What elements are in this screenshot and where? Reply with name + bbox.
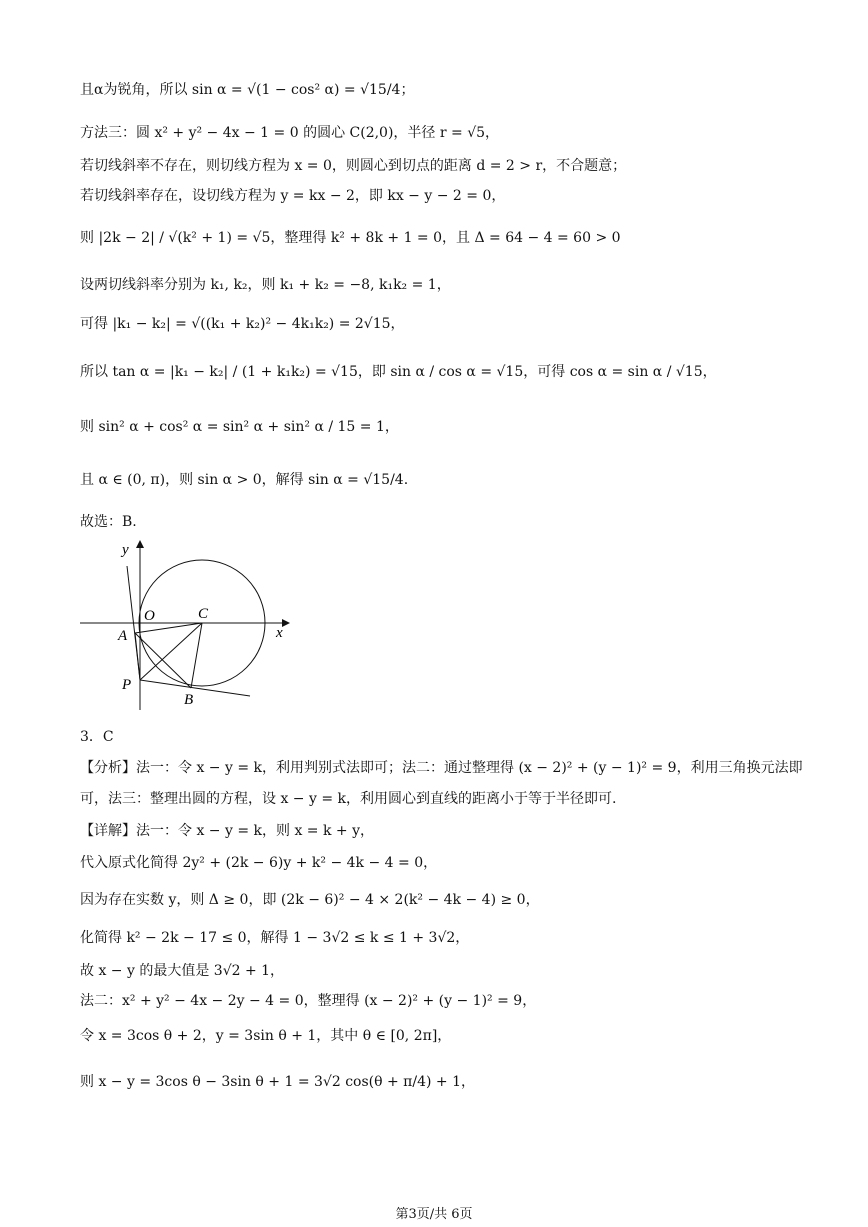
- line-11: 故选：B.: [80, 514, 137, 530]
- segment-pc: [140, 623, 202, 680]
- x-axis-arrow: [282, 619, 290, 627]
- line-10: 且 α ∈ (0, π)，则 sin α > 0，解得 sin α = √15/4.: [80, 472, 409, 488]
- line-15: 【详解】法一：令 x − y = k，则 x = k + y，: [80, 823, 374, 839]
- label-a: A: [118, 628, 128, 644]
- line-8: 所以 tan α = |k₁ − k₂| / (1 + k₁k₂) = √15，即 sin α / cos α = √15，可得 cos α = sin α / √15，: [80, 364, 717, 380]
- line-12: 3．C: [80, 729, 114, 745]
- line-7: 可得 |k₁ − k₂| = √((k₁ + k₂)² − 4k₁k₂) = 2√15，: [80, 316, 405, 332]
- line-1: 且α为锐角，所以 sin α = √(1 − cos² α) = √15/4；: [80, 82, 415, 98]
- line-17: 因为存在实数 y，则 Δ ≥ 0，即 (2k − 6)² − 4 × 2(k² − 4k − 4) ≥ 0，: [80, 892, 540, 908]
- segment-ac: [135, 623, 202, 633]
- label-x: x: [276, 625, 283, 641]
- line-6: 设两切线斜率分别为 k₁, k₂，则 k₁ + k₂ = −8, k₁k₂ = 1，: [80, 277, 451, 293]
- line-20: 法二：x² + y² − 4x − 2y − 4 = 0，整理得 (x − 2)² + (y − 1)² = 9，: [80, 993, 537, 1009]
- line-19: 故 x − y 的最大值是 3√2 + 1，: [80, 963, 285, 979]
- y-axis-arrow: [136, 540, 144, 548]
- line-4: 若切线斜率存在，设切线方程为 y = kx − 2，即 kx − y − 2 = 0，: [80, 188, 506, 204]
- line-14: 可，法三：整理出圆的方程，设 x − y = k，利用圆心到直线的距离小于等于半径即可.: [80, 791, 617, 807]
- line-5: 则 |2k − 2| / √(k² + 1) = √5，整理得 k² + 8k + 1 = 0，且 Δ = 64 − 4 = 60 > 0: [80, 230, 621, 246]
- line-3: 若切线斜率不存在，则切线方程为 x = 0，则圆心到切点的距离 d = 2 > r，不合题意；: [80, 158, 627, 174]
- tangent-line-pb: [140, 680, 250, 696]
- label-o: O: [144, 608, 155, 624]
- page-footer: 第3页/共 6页: [395, 1207, 473, 1222]
- line-21: 令 x = 3cos θ + 2，y = 3sin θ + 1，其中 θ ∈ [0, 2π]，: [80, 1028, 452, 1044]
- label-y: y: [122, 542, 129, 558]
- line-16: 代入原式化简得 2y² + (2k − 6)y + k² − 4k − 4 = 0，: [80, 855, 438, 871]
- label-c: C: [198, 606, 209, 622]
- line-22: 则 x − y = 3cos θ − 3sin θ + 1 = 3√2 cos(θ + π/4) + 1，: [80, 1074, 476, 1090]
- label-p: P: [122, 677, 132, 693]
- line-13: 【分析】法一：令 x − y = k，利用判别式法即可；法二：通过整理得 (x − 2)² + (y − 1)² = 9，利用三角换元法即: [80, 760, 803, 776]
- label-b: B: [184, 692, 194, 708]
- segment-pa: [135, 633, 140, 680]
- line-9: 则 sin² α + cos² α = sin² α + sin² α / 15 = 1，: [80, 419, 399, 435]
- line-2: 方法三：圆 x² + y² − 4x − 1 = 0 的圆心 C(2,0)，半径 r = √5，: [80, 125, 500, 141]
- line-18: 化简得 k² − 2k − 17 ≤ 0，解得 1 − 3√2 ≤ k ≤ 1 + 3√2，: [80, 930, 470, 946]
- geometry-figure: [78, 536, 298, 711]
- segment-cb: [191, 623, 202, 688]
